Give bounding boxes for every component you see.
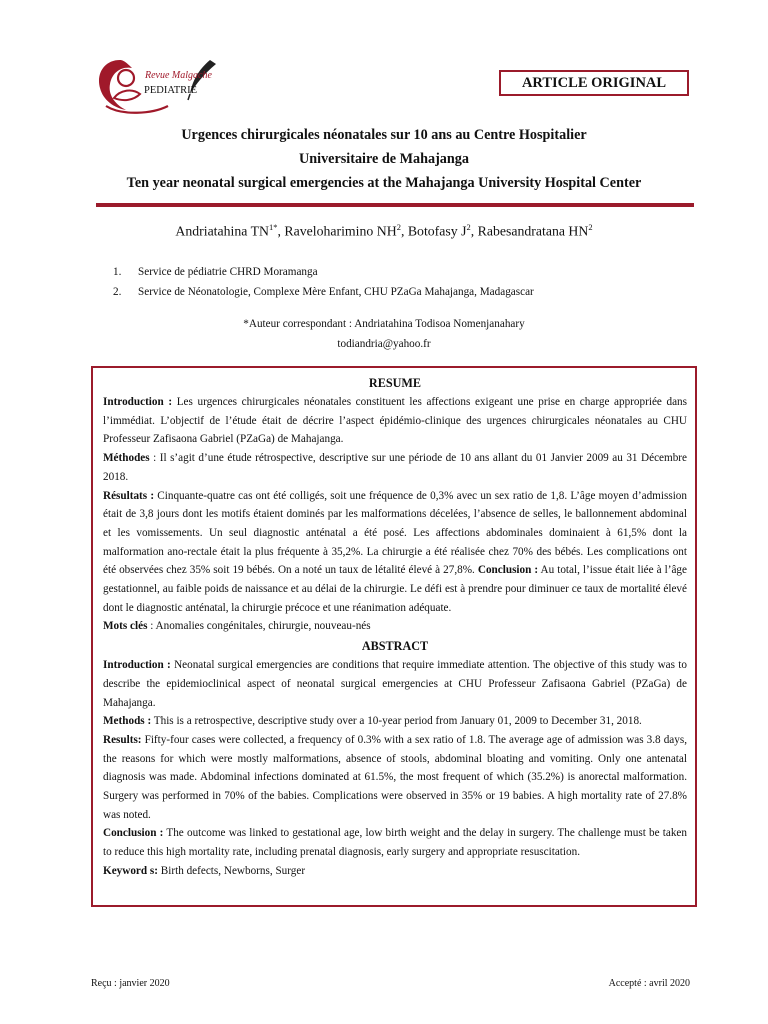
affiliation-list: [113, 262, 534, 302]
section-text: Les urgences chirurgicales néonatales constituent les affections exigeant une prise en charge appropriée dans l’immédiat. L’objectif de l’étude était de décrire l’aspect épidémio-clinique des urgences chirurgicales néonatales au CHU Professeur Zafisaona Gabriel (PZaGa) de Mahajanga.: [103, 396, 687, 446]
article-type-badge: ARTICLE ORIGINAL: [499, 70, 689, 96]
resume-methodes: [103, 449, 687, 486]
section-label: Méthodes: [103, 452, 150, 465]
section-label: Conclusion :: [477, 564, 539, 577]
author-affiliation-mark: 2: [466, 222, 471, 232]
author-affiliation-mark: 1*: [269, 222, 278, 232]
abstract-methods: [103, 712, 687, 731]
section-text: Birth defects, Newborns, Surger: [158, 864, 306, 877]
section-text: The outcome was linked to gestational age, low birth weight and the delay in surgery. The challenge must be taken to reduce this high mortality rate, including prenatal diagnosis, early surgery and appropriate resuscitation.: [103, 827, 687, 859]
corresponding-author-line: *Auteur correspondant : Andriatahina Todisoa Nomenjanahary: [243, 318, 525, 330]
received-date: Reçu : janvier 2020: [91, 978, 170, 989]
title-divider: [96, 203, 694, 207]
abstract-conclusion: [103, 824, 687, 861]
section-label: Results:: [103, 733, 142, 746]
author-name: Rabesandratana HN: [477, 223, 589, 239]
author-affiliation-mark: 2: [588, 222, 593, 232]
affiliation-text: Service de Néonatologie, Complexe Mère Enfant, CHU PZaGa Mahajanga, Madagascar: [138, 286, 534, 298]
section-text: Cinquante-quatre cas ont été colligés, soit une fréquence de 0,3% avec un sex ratio de 1,8. L’âge moyen d’admission était de 3,8 jours dont les motifs étaient dominés par les malformations décelées, l’absence de selles, le ballonnement abdominal et les vomissements. Un seul diagnostic anténatal a été posé. Les affections abdominales dominaient à 61,5% dont la malformation ano-rectale était la plus fréquente à 35,2%. La chirurgie a été réalisée chez 70% des bébés. Les complications ont été observées chez 35% soit 19 bébés. On a noté un taux de létalité élevé à 27,8%.: [103, 489, 687, 577]
author-name: Raveloharimino NH: [284, 223, 397, 239]
author-name: Botofasy J: [407, 223, 467, 239]
affiliation-number: 2.: [113, 286, 122, 298]
title-fr-line-1: Urgences chirurgicales néonatales sur 10 ans au Centre Hospitalier: [181, 127, 587, 143]
logo-title: Revue Malgache: [145, 70, 212, 81]
section-label: Résultats :: [103, 489, 155, 502]
section-label: Conclusion :: [103, 827, 164, 840]
article-titles: [80, 123, 688, 195]
resume-introduction: [103, 393, 687, 449]
corresponding-author: [80, 314, 688, 354]
section-text: Fifty-four cases were collected, a frequency of 0.3% with a sex ratio of 1.8. The average age of admission was 3.8 days, the reasons for which were mostly malformations, absence of stools, abdominal bloating and vomiting. Only one antenatal diagnosis was made. Abdominal infections dominated at 61.5%, the most frequent of which (35.2%) is anorectal malformation. Surgery was performed in 70% of the babies. Complications were observed in 35% or 19 babies. A high mortality rate of 27.8% was noted.: [103, 733, 687, 821]
abstract-introduction: [103, 656, 687, 712]
author-list: Andriatahina $TN^{1*}$, Raveloharimino $NH^2$, Botofasy $J^2$, Rabesandratana $HN^2$: [175, 222, 593, 239]
logo-subtitle: PEDIATRIE: [144, 85, 198, 96]
accepted-date: Accepté : avril 2020: [608, 978, 690, 989]
section-text: Au total, l’issue était liée à l’âge gestationnel, au faible poids de naissance et au délai de la chirurgie. Le défi est à prendre pour diminuer ce taux de mortalité élevé dont le diagnostic anténatal, la chirurgie précoce et une réanimation adéquate.: [103, 564, 687, 614]
corresponding-email-link[interactable]: todiandria@yahoo.fr: [337, 338, 431, 350]
section-label: Methods :: [103, 715, 152, 728]
journal-logo: [92, 54, 228, 118]
author-affiliation-mark: 2: [396, 222, 401, 232]
author-name: Andriatahina TN: [175, 223, 269, 239]
resume-mots-cles: [103, 617, 687, 636]
section-label: Keyword s:: [103, 864, 158, 877]
affiliation-number: 1.: [113, 266, 122, 278]
section-label: Introduction :: [103, 396, 173, 408]
section-text: : Il s’agit d’une étude rétrospective, descriptive sur une période de 10 ans allant du 01 Janvier 2009 au 31 Décembre 2018.: [103, 452, 687, 483]
abstract-heading: ABSTRACT: [361, 639, 429, 654]
affiliation-item: [113, 262, 534, 282]
section-label: Introduction :: [103, 659, 171, 672]
resume-resultats: [103, 487, 687, 618]
resume-heading: RESUME: [368, 376, 422, 390]
abstract-keywords: [103, 862, 687, 881]
section-label: Mots clés: [103, 620, 148, 633]
affiliation-text: Service de pédiatrie CHRD Moramanga: [138, 266, 318, 278]
section-text: Neonatal surgical emergencies are conditions that require immediate attention. The objective of this study was to describe the epidemioclinical aspect of neonatal surgical emergencies at CHU Professeur Zafisaona Gabriel (PZaGa) de Mahajanga.: [103, 659, 687, 709]
title-fr-line-2: Universitaire de Mahajanga: [299, 151, 469, 167]
affiliation-item: [113, 282, 534, 302]
abstract-box: [91, 366, 697, 907]
section-text: This is a retrospective, descriptive study over a 10-year period from January 01, 2009 to December 31, 2018.: [151, 715, 642, 728]
section-text: : Anomalies congénitales, chirurgie, nouveau-nés: [147, 620, 371, 633]
abstract-results: [103, 731, 687, 825]
title-en: Ten year neonatal surgical emergencies at the Mahajanga University Hospital Center: [126, 175, 642, 191]
